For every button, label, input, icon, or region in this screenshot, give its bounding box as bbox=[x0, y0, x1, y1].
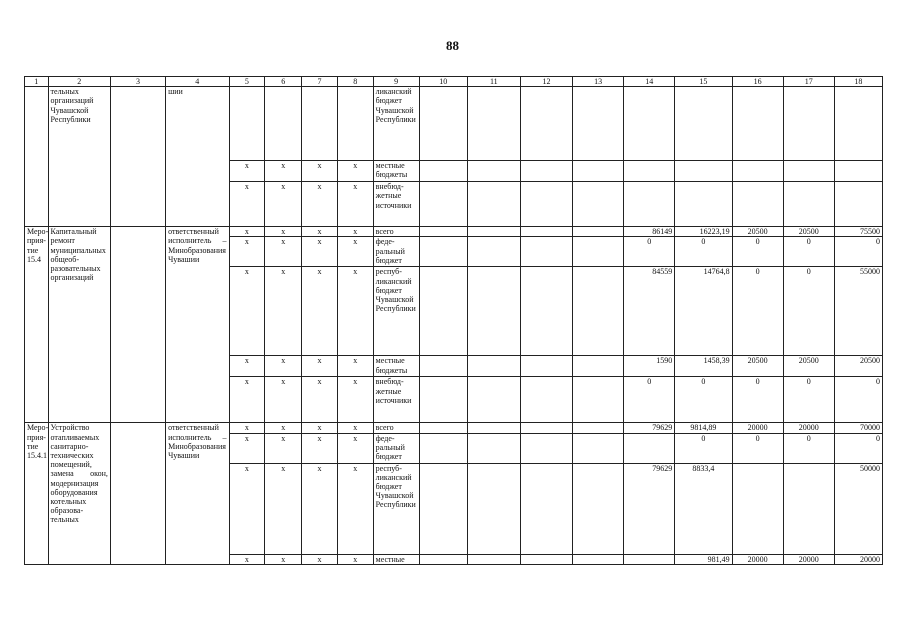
empty-cell bbox=[520, 267, 572, 356]
empty-cell bbox=[110, 227, 165, 423]
value-cell bbox=[624, 161, 675, 182]
value-cell: 0 bbox=[783, 377, 834, 423]
x-mark-cell: x bbox=[302, 554, 338, 564]
funding-source-cell: местные bbox=[373, 554, 419, 564]
x-mark-cell: x bbox=[229, 267, 265, 356]
x-mark-cell: x bbox=[229, 463, 265, 554]
empty-cell bbox=[419, 377, 467, 423]
funding-source-cell: всего bbox=[373, 227, 419, 237]
value-cell: 20000 bbox=[732, 423, 783, 433]
value-cell bbox=[834, 87, 882, 161]
column-header: 2 bbox=[48, 77, 110, 87]
value-cell: 9814,89 bbox=[675, 423, 732, 433]
column-header: 6 bbox=[265, 77, 302, 87]
x-mark-cell: x bbox=[265, 356, 302, 377]
empty-cell bbox=[573, 227, 624, 237]
value-cell: 20500 bbox=[834, 356, 882, 377]
value-cell bbox=[675, 161, 732, 182]
x-mark-cell: x bbox=[302, 463, 338, 554]
value-cell: 84559 bbox=[624, 267, 675, 356]
x-mark-cell: x bbox=[337, 267, 373, 356]
x-mark-cell: x bbox=[337, 433, 373, 463]
x-mark-cell: x bbox=[229, 423, 265, 433]
value-cell: 75500 bbox=[834, 227, 882, 237]
x-mark-cell: x bbox=[229, 182, 265, 227]
value-cell bbox=[624, 433, 675, 463]
empty-cell bbox=[573, 377, 624, 423]
value-cell: 0 bbox=[834, 433, 882, 463]
x-mark-cell: x bbox=[229, 554, 265, 564]
empty-cell bbox=[302, 87, 338, 161]
column-header: 7 bbox=[302, 77, 338, 87]
empty-cell bbox=[419, 433, 467, 463]
x-mark-cell: x bbox=[302, 433, 338, 463]
empty-cell bbox=[467, 267, 520, 356]
value-cell bbox=[732, 87, 783, 161]
empty-cell bbox=[467, 237, 520, 267]
value-cell bbox=[732, 182, 783, 227]
column-header: 10 bbox=[419, 77, 467, 87]
empty-cell bbox=[573, 161, 624, 182]
value-cell: 0 bbox=[834, 237, 882, 267]
value-cell: 1590 bbox=[624, 356, 675, 377]
value-cell: 20500 bbox=[783, 227, 834, 237]
empty-cell bbox=[419, 356, 467, 377]
funding-source-cell: федеральный бюджет bbox=[373, 237, 419, 267]
empty-cell bbox=[573, 423, 624, 433]
empty-cell bbox=[467, 377, 520, 423]
x-mark-cell: x bbox=[337, 237, 373, 267]
x-mark-cell: x bbox=[337, 356, 373, 377]
empty-cell bbox=[419, 182, 467, 227]
value-cell: 20000 bbox=[783, 554, 834, 564]
x-mark-cell: x bbox=[302, 237, 338, 267]
x-mark-cell: x bbox=[265, 554, 302, 564]
column-header: 18 bbox=[834, 77, 882, 87]
value-cell bbox=[675, 182, 732, 227]
value-cell: 0 bbox=[732, 433, 783, 463]
value-cell bbox=[624, 182, 675, 227]
budget-table bbox=[24, 76, 883, 565]
x-mark-cell: x bbox=[337, 377, 373, 423]
value-cell: 55000 bbox=[834, 267, 882, 356]
value-cell: 0 bbox=[675, 377, 732, 423]
value-cell: 79629 bbox=[624, 423, 675, 433]
table-row bbox=[25, 87, 883, 161]
column-header: 15 bbox=[675, 77, 732, 87]
x-mark-cell: x bbox=[229, 356, 265, 377]
column-header: 5 bbox=[229, 77, 265, 87]
empty-cell bbox=[337, 87, 373, 161]
empty-cell bbox=[419, 161, 467, 182]
empty-cell bbox=[520, 433, 572, 463]
measure-name-cell: Капитальный ремонт муниципальных общеобразовательных организаций bbox=[48, 227, 110, 423]
empty-cell bbox=[573, 463, 624, 554]
funding-source-cell: местные бюджеты bbox=[373, 356, 419, 377]
value-cell: 981,49 bbox=[675, 554, 732, 564]
value-cell: 50000 bbox=[834, 463, 882, 554]
funding-source-cell: внебюджетные источники bbox=[373, 182, 419, 227]
x-mark-cell: x bbox=[302, 161, 338, 182]
value-cell: 0 bbox=[624, 237, 675, 267]
x-mark-cell: x bbox=[337, 182, 373, 227]
x-mark-cell: x bbox=[265, 182, 302, 227]
value-cell: 0 bbox=[783, 433, 834, 463]
x-mark-cell: x bbox=[265, 433, 302, 463]
measure-number-cell: Мероприятие 15.4 bbox=[25, 227, 49, 423]
value-cell bbox=[783, 87, 834, 161]
table-row bbox=[25, 227, 883, 237]
empty-cell bbox=[520, 377, 572, 423]
x-mark-cell: x bbox=[265, 267, 302, 356]
empty-cell bbox=[520, 161, 572, 182]
value-cell bbox=[732, 463, 783, 554]
x-mark-cell: x bbox=[265, 423, 302, 433]
x-mark-cell: x bbox=[337, 423, 373, 433]
x-mark-cell: x bbox=[229, 433, 265, 463]
x-mark-cell: x bbox=[302, 356, 338, 377]
x-mark-cell: x bbox=[265, 463, 302, 554]
empty-cell bbox=[573, 237, 624, 267]
x-mark-cell: x bbox=[229, 161, 265, 182]
x-mark-cell: x bbox=[302, 267, 338, 356]
column-header: 16 bbox=[732, 77, 783, 87]
empty-cell bbox=[573, 267, 624, 356]
empty-cell bbox=[573, 182, 624, 227]
value-cell bbox=[783, 161, 834, 182]
value-cell bbox=[834, 161, 882, 182]
funding-source-cell: республиканский бюджет Чувашской Республики bbox=[373, 463, 419, 554]
x-mark-cell: x bbox=[302, 423, 338, 433]
empty-cell bbox=[520, 182, 572, 227]
empty-cell bbox=[573, 554, 624, 564]
x-mark-cell: x bbox=[302, 377, 338, 423]
column-number-header-row bbox=[25, 77, 883, 87]
empty-cell bbox=[573, 356, 624, 377]
empty-cell bbox=[520, 463, 572, 554]
measure-name-cell: тельных организаций Чувашской Республики bbox=[48, 87, 110, 227]
column-header: 17 bbox=[783, 77, 834, 87]
value-cell: 0 bbox=[732, 237, 783, 267]
value-cell: 0 bbox=[732, 267, 783, 356]
empty-cell bbox=[419, 237, 467, 267]
executor-cell: ответственный исполнитель – Минобразования Чувашии bbox=[166, 423, 229, 564]
empty-cell bbox=[573, 87, 624, 161]
empty-cell bbox=[467, 423, 520, 433]
empty-cell bbox=[110, 87, 165, 227]
table-row bbox=[25, 423, 883, 433]
x-mark-cell: x bbox=[229, 377, 265, 423]
empty-cell bbox=[419, 227, 467, 237]
empty-cell bbox=[573, 433, 624, 463]
value-cell bbox=[624, 87, 675, 161]
value-cell: 8833,4 bbox=[675, 463, 732, 554]
value-cell: 20500 bbox=[732, 227, 783, 237]
value-cell: 0 bbox=[675, 433, 732, 463]
column-header: 9 bbox=[373, 77, 419, 87]
value-cell bbox=[732, 161, 783, 182]
column-header: 4 bbox=[166, 77, 229, 87]
value-cell bbox=[783, 182, 834, 227]
x-mark-cell: x bbox=[337, 554, 373, 564]
empty-cell bbox=[419, 463, 467, 554]
x-mark-cell: x bbox=[229, 237, 265, 267]
value-cell bbox=[834, 182, 882, 227]
empty-cell bbox=[419, 267, 467, 356]
value-cell: 86149 bbox=[624, 227, 675, 237]
measure-name-cell: Устройство отапливаемых санитарно-технических помещений, замена окон, модернизация оборудования котельных образовательных bbox=[48, 423, 110, 564]
x-mark-cell: x bbox=[337, 161, 373, 182]
column-header: 12 bbox=[520, 77, 572, 87]
x-mark-cell: x bbox=[265, 377, 302, 423]
value-cell: 79629 bbox=[624, 463, 675, 554]
x-mark-cell: x bbox=[229, 227, 265, 237]
column-header: 13 bbox=[573, 77, 624, 87]
empty-cell bbox=[229, 87, 265, 161]
value-cell bbox=[675, 87, 732, 161]
value-cell: 0 bbox=[675, 237, 732, 267]
executor-cell: ответственный исполнитель – Минобразования Чувашии bbox=[166, 227, 229, 423]
empty-cell bbox=[419, 87, 467, 161]
empty-cell bbox=[467, 356, 520, 377]
value-cell: 20500 bbox=[732, 356, 783, 377]
executor-cell: шии bbox=[166, 87, 229, 227]
column-header: 1 bbox=[25, 77, 49, 87]
empty-cell bbox=[467, 227, 520, 237]
empty-cell bbox=[467, 87, 520, 161]
measure-number-cell: Мероприятие 15.4.1 bbox=[25, 423, 49, 564]
empty-cell bbox=[467, 161, 520, 182]
value-cell: 0 bbox=[783, 267, 834, 356]
column-header: 11 bbox=[467, 77, 520, 87]
empty-cell bbox=[520, 227, 572, 237]
empty-cell bbox=[467, 433, 520, 463]
empty-cell bbox=[520, 554, 572, 564]
value-cell bbox=[624, 554, 675, 564]
funding-source-cell: республиканский бюджет Чувашской Республики bbox=[373, 267, 419, 356]
column-header: 14 bbox=[624, 77, 675, 87]
x-mark-cell: x bbox=[337, 227, 373, 237]
value-cell: 70000 bbox=[834, 423, 882, 433]
empty-cell bbox=[467, 463, 520, 554]
page-number: 88 bbox=[446, 38, 459, 53]
value-cell: 14764,8 bbox=[675, 267, 732, 356]
empty-cell bbox=[520, 356, 572, 377]
x-mark-cell: x bbox=[265, 161, 302, 182]
value-cell: 0 bbox=[624, 377, 675, 423]
funding-source-cell: местные бюджеты bbox=[373, 161, 419, 182]
empty-cell bbox=[419, 423, 467, 433]
column-header: 3 bbox=[110, 77, 165, 87]
funding-source-cell: всего bbox=[373, 423, 419, 433]
value-cell: 0 bbox=[783, 237, 834, 267]
value-cell: 0 bbox=[834, 377, 882, 423]
empty-cell bbox=[419, 554, 467, 564]
value-cell: 1458,39 bbox=[675, 356, 732, 377]
funding-source-cell: ликанский бюджет Чувашской Республики bbox=[373, 87, 419, 161]
x-mark-cell: x bbox=[265, 227, 302, 237]
value-cell: 20000 bbox=[783, 423, 834, 433]
empty-cell bbox=[467, 182, 520, 227]
empty-cell bbox=[265, 87, 302, 161]
value-cell: 20500 bbox=[783, 356, 834, 377]
column-header: 8 bbox=[337, 77, 373, 87]
value-cell bbox=[783, 463, 834, 554]
empty-cell bbox=[520, 423, 572, 433]
value-cell: 20000 bbox=[732, 554, 783, 564]
measure-cell bbox=[25, 87, 49, 227]
empty-cell bbox=[110, 423, 165, 564]
value-cell: 20000 bbox=[834, 554, 882, 564]
empty-cell bbox=[520, 237, 572, 267]
funding-source-cell: внебюджетные источники bbox=[373, 377, 419, 423]
x-mark-cell: x bbox=[302, 182, 338, 227]
x-mark-cell: x bbox=[265, 237, 302, 267]
x-mark-cell: x bbox=[302, 227, 338, 237]
x-mark-cell: x bbox=[337, 463, 373, 554]
empty-cell bbox=[467, 554, 520, 564]
value-cell: 16223,19 bbox=[675, 227, 732, 237]
empty-cell bbox=[520, 87, 572, 161]
value-cell: 0 bbox=[732, 377, 783, 423]
funding-source-cell: федеральный бюджет bbox=[373, 433, 419, 463]
